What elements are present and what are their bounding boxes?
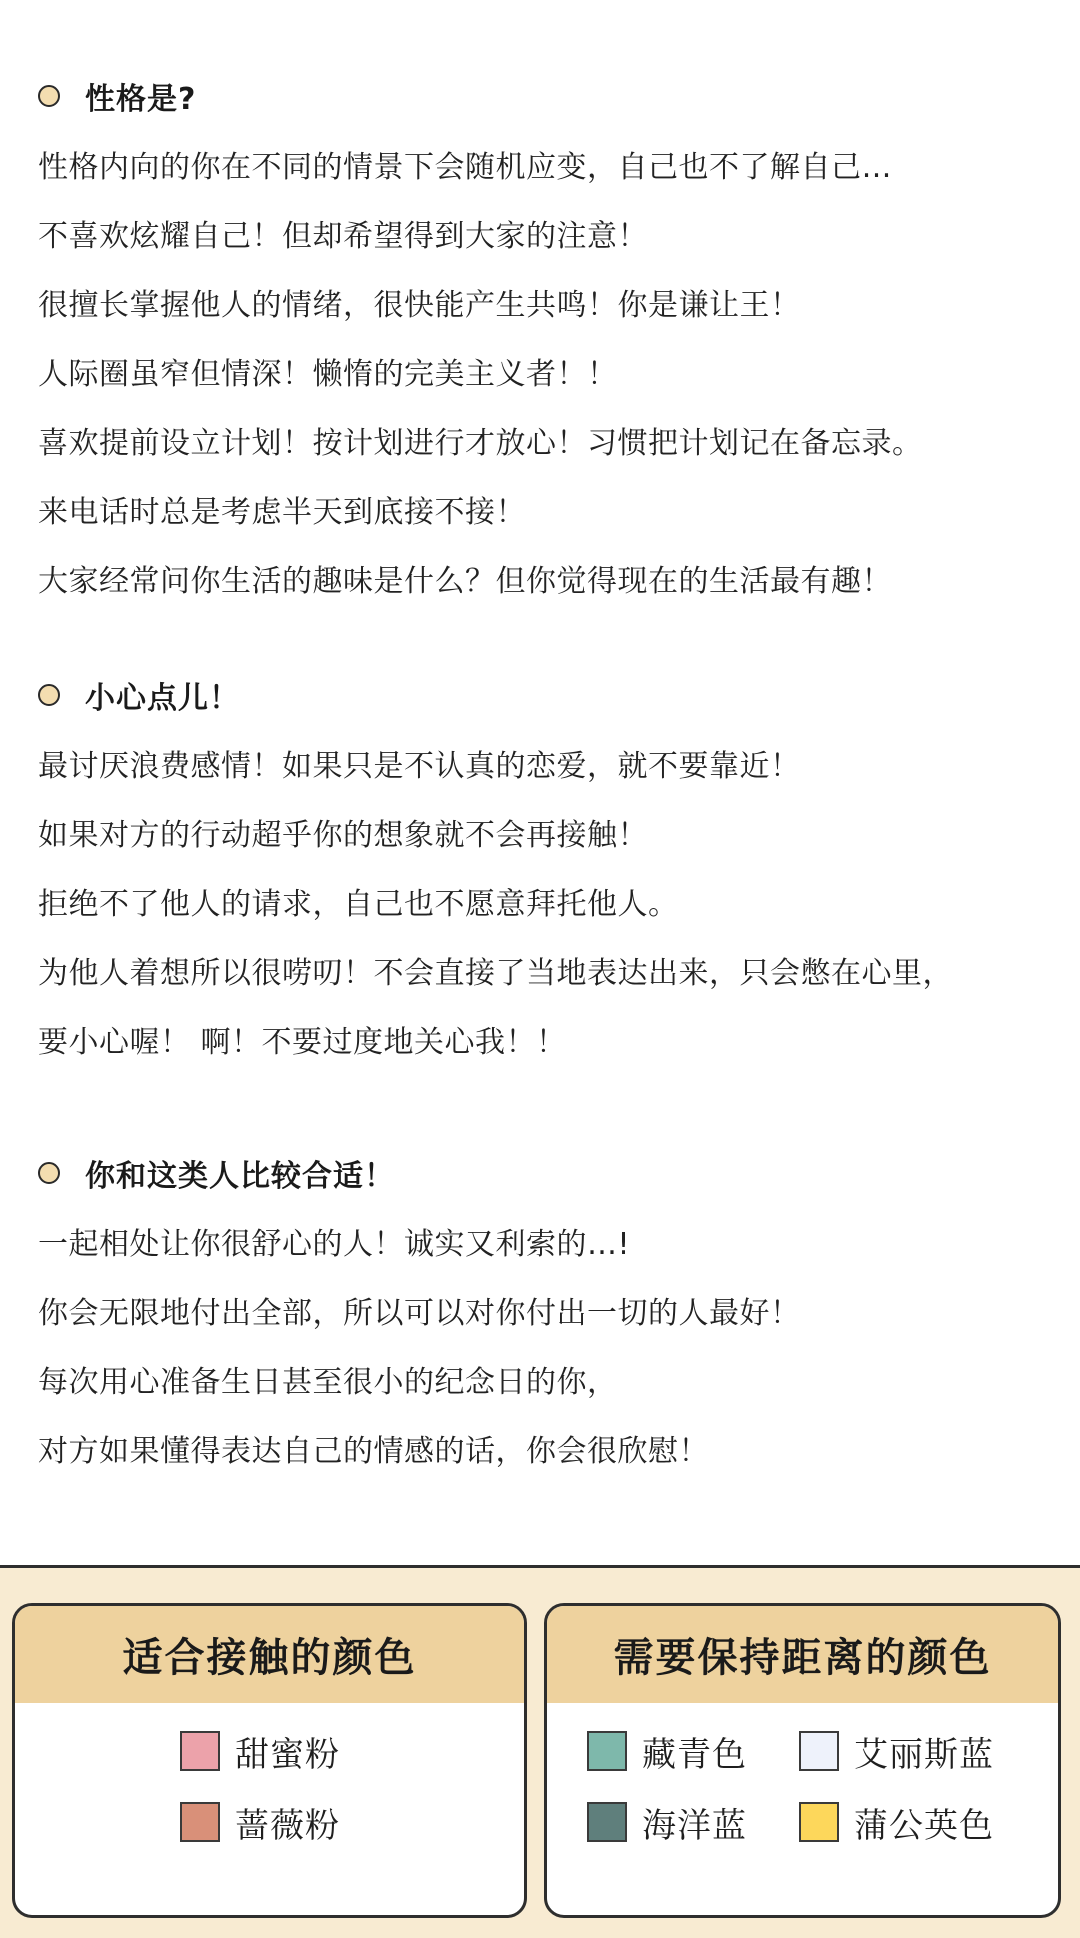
- color-chip: [587, 1802, 627, 1842]
- section-match: [38, 1143, 1060, 1486]
- avoid-colors-card: [544, 1603, 1061, 1918]
- color-swatch: [180, 1731, 340, 1775]
- text-line: 你会无限地付出全部，所以可以对你付出一切的人最好！: [38, 1296, 801, 1331]
- text-line: 不喜欢炫耀自己！但却希望得到大家的注意！: [38, 219, 648, 254]
- text-line: 很擅长掌握他人的情绪，很快能产生共鸣！你是谦让王！: [38, 288, 801, 323]
- color-swatch: [180, 1802, 340, 1846]
- bullet-circle-icon: [38, 1162, 60, 1184]
- section-header: [38, 1143, 1060, 1203]
- color-name: 蔷薇粉: [235, 1805, 340, 1846]
- text-line: 每次用心准备生日甚至很小的纪念日的你，: [38, 1365, 618, 1400]
- color-footer: [0, 1565, 1080, 1938]
- text-line: 对方如果懂得表达自己的情感的话，你会很欣慰！: [38, 1434, 709, 1469]
- section-text: [38, 1210, 1060, 1486]
- color-chip: [799, 1802, 839, 1842]
- color-swatch: [799, 1731, 994, 1775]
- text-line: 一起相处让你很舒心的人！诚实又利索的…!: [38, 1227, 631, 1262]
- section-text: [38, 732, 1060, 1077]
- color-name: 艾丽斯蓝: [854, 1734, 994, 1775]
- text-line: 为他人着想所以很唠叨！不会直接了当地表达出来，只会憋在心里，: [38, 956, 953, 991]
- color-chip: [799, 1731, 839, 1771]
- section-text: [38, 133, 1060, 616]
- text-line: 大家经常问你生活的趣味是什么？但你觉得现在的生活最有趣！: [38, 564, 892, 599]
- text-line: 来电话时总是考虑半天到底接不接！: [38, 495, 526, 530]
- color-name: 蒲公英色: [854, 1805, 994, 1846]
- color-chip: [180, 1802, 220, 1842]
- section-personality: [38, 66, 1060, 616]
- color-chip: [180, 1731, 220, 1771]
- color-swatch: [587, 1731, 747, 1775]
- color-swatch: [799, 1802, 994, 1846]
- text-line: 人际圈虽窄但情深！懒惰的完美主义者！！: [38, 357, 618, 392]
- text-line: 要小心喔！ 啊！不要过度地关心我！！: [38, 1025, 567, 1060]
- section-title: 性格是?: [85, 82, 197, 117]
- text-line: 喜欢提前设立计划！按计划进行才放心！习惯把计划记在备忘录。: [38, 426, 923, 461]
- color-swatch: [587, 1802, 747, 1846]
- section-title: 小心点儿！: [85, 681, 240, 716]
- section-header: [38, 665, 1060, 725]
- bullet-circle-icon: [38, 684, 60, 706]
- section-title: 你和这类人比较合适！: [85, 1159, 395, 1194]
- color-name: 甜蜜粉: [235, 1734, 340, 1775]
- card-title: 适合接触的颜色: [15, 1606, 524, 1703]
- section-header: [38, 66, 1060, 126]
- text-line: 性格内向的你在不同的情景下会随机应变，自己也不了解自己…: [38, 150, 892, 185]
- text-line: 如果对方的行动超乎你的想象就不会再接触！: [38, 818, 648, 853]
- color-name: 海洋蓝: [642, 1805, 747, 1846]
- text-line: 最讨厌浪费感情！如果只是不认真的恋爱，就不要靠近！: [38, 749, 801, 784]
- section-caution: [38, 665, 1060, 1077]
- color-chip: [587, 1731, 627, 1771]
- card-title: 需要保持距离的颜色: [547, 1606, 1058, 1703]
- bullet-circle-icon: [38, 85, 60, 107]
- color-name: 藏青色: [642, 1734, 747, 1775]
- suitable-colors-card: [12, 1603, 527, 1918]
- text-line: 拒绝不了他人的请求，自己也不愿意拜托他人。: [38, 887, 679, 922]
